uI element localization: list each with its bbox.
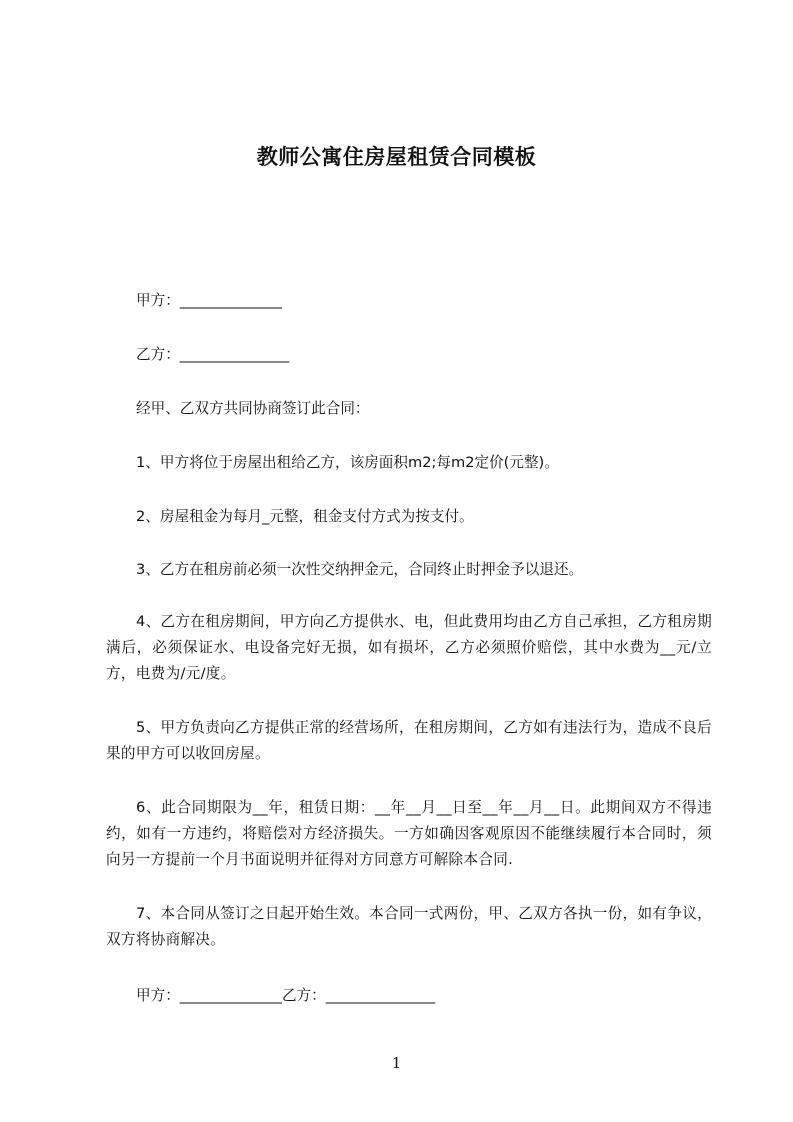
intro-text: 经甲、乙双方共同协商签订此合同： — [136, 400, 370, 417]
party-a-line: 甲方：______________ — [136, 292, 282, 309]
party-b-line: 乙方：_______________ — [136, 346, 290, 363]
document-title: 教师公寓住房屋租赁合同模板 — [256, 145, 537, 169]
signature-line: 甲方：______________乙方：_______________ — [136, 987, 436, 1004]
clause-6: 6、此合同期限为__年，租赁日期：__年__月__日至__年__月__日。此期间双方不得违约，如有一方违约，将赔偿对方经济损失。一方如确因客观原因不能继续履行本合同时，须向另一方提前一个月书面说明并征得对方同意方可解除本合同. — [106, 799, 712, 868]
clause-4: 4、乙方在租房期间，甲方向乙方提供水、电，但此费用均由乙方自己承担，乙方租房期满后，必须保证水、电设备完好无损，如有损坏，乙方必须照价赔偿，其中水费为__元/立方，电费为/元/度。 — [106, 613, 712, 682]
clause-2: 2、房屋租金为每月_元整，租金支付方式为按支付。 — [136, 508, 474, 525]
clause-5: 5、甲方负责向乙方提供正常的经营场所，在租房期间，乙方如有违法行为，造成不良后果的甲方可以收回房屋。 — [106, 719, 712, 762]
page-number: 1 — [391, 1054, 402, 1072]
clause-7: 7、本合同从签订之日起开始生效。本合同一式两份，甲、乙双方各执一份，如有争议，双方将协商解决。 — [106, 905, 712, 948]
clause-1: 1、甲方将位于房屋出租给乙方，该房面积m2;每m2定价(元整)。 — [136, 454, 559, 471]
clause-3: 3、乙方在租房前必须一次性交纳押金元，合同终止时押金予以退还。 — [136, 561, 584, 578]
